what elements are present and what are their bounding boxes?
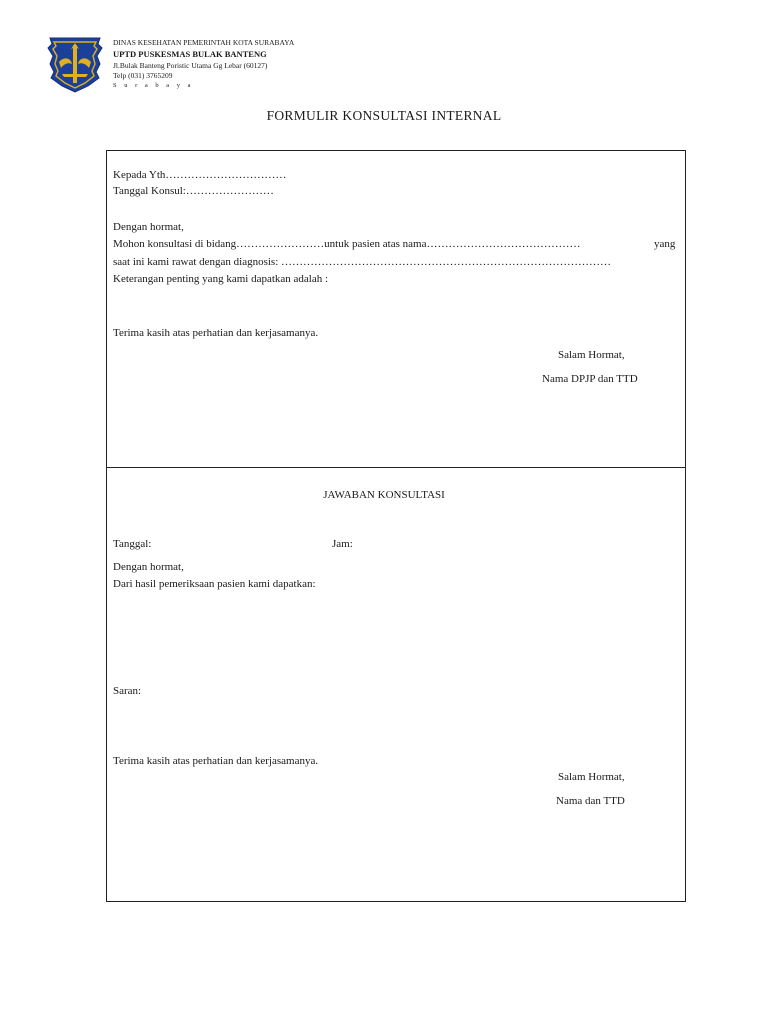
page-title: FORMULIR KONSULTASI INTERNAL	[266, 108, 502, 123]
surabaya-crest-logo	[44, 34, 106, 94]
tanggal-konsul-field: Tanggal Konsul:……………………	[113, 185, 274, 197]
response-closing-salutation: Salam Hormat,	[558, 771, 625, 783]
response-time-label: Jam:	[332, 538, 353, 550]
thanks-text: Terima kasih atas perhatian dan kerjasamanya.	[113, 327, 319, 339]
header-puskesmas-name: UPTD PUSKESMAS BULAK BANTENG	[113, 49, 267, 59]
header-agency: DINAS KESEHATAN PEMERINTAH KOTA SURABAYA	[113, 38, 295, 47]
response-date-label: Tanggal:	[113, 538, 152, 550]
response-heading: JAWABAN KONSULTASI	[323, 489, 445, 501]
diagnosis-line: saat ini kami rawat dengan diagnosis: ………………………………………………………………………………	[113, 256, 612, 268]
response-thanks-text: Terima kasih atas perhatian dan kerjasamanya.	[113, 755, 319, 767]
examination-result-label: Dari hasil pemeriksaan pasien kami dapatkan:	[113, 578, 316, 590]
kepada-field: Kepada Yth……………………………	[113, 169, 287, 181]
header-phone: Telp (031) 3765209	[113, 71, 173, 80]
closing-salutation: Salam Hormat,	[558, 349, 625, 361]
recommendation-label: Saran:	[113, 685, 142, 697]
consult-request-line-end: yang	[654, 238, 676, 250]
section-divider	[106, 467, 686, 468]
consult-request-line: Mohon konsultasi di bidang……………………untuk pasien atas nama……………………………………	[113, 238, 581, 250]
response-signature-label: Nama dan TTD	[556, 795, 625, 807]
response-greeting: Dengan hormat,	[113, 561, 184, 573]
header-address: Jl.Bulak Banteng Poristic Utama Gg Lebar (60127)	[113, 61, 268, 70]
header-city: S u r a b a y a	[113, 82, 194, 89]
greeting: Dengan hormat,	[113, 221, 184, 233]
signature-label: Nama DPJP dan TTD	[542, 373, 638, 385]
notes-label: Keterangan penting yang kami dapatkan adalah :	[113, 273, 329, 285]
